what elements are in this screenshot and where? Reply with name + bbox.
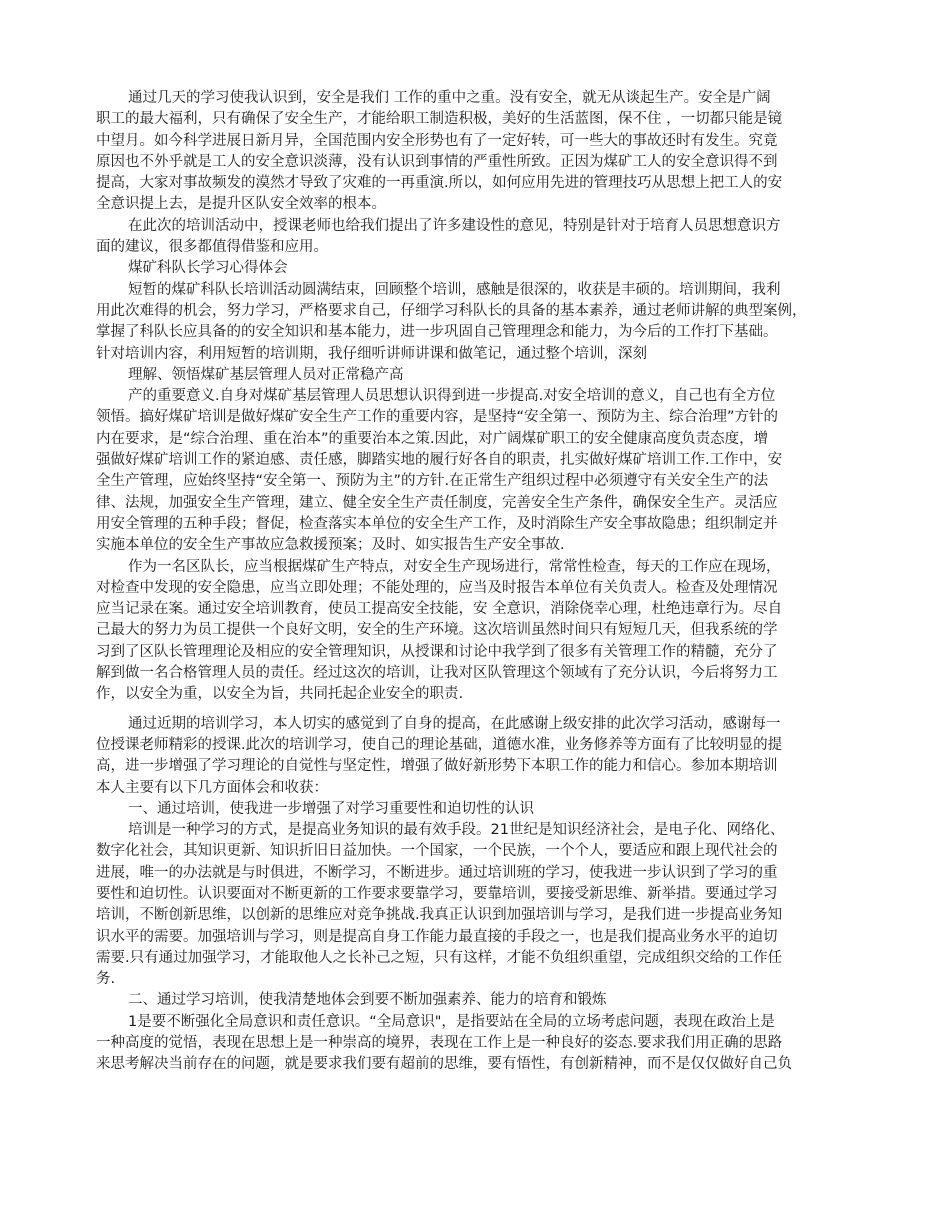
text-line: 强做好煤矿培训工作的紧迫感、责任感，脚踏实地的履行好各自的职责，扎实做好煤矿培训工作.工作中，安 [96, 452, 783, 469]
text-line: 务. [96, 971, 116, 988]
text-line: 作，以安全为重，以安全为旨，共同托起企业安全的职责. [96, 686, 464, 703]
text-line: 识水平的需要。加强培训与学习，则是提高自身工作能力最直接的手段之一，也是我们提高业务水平的迫切 [96, 928, 778, 945]
text-line: 位授课老师精彩的授课.此次的培训学习，使自己的理论基础，道德水准，业务修养等方面有了比较明显的提 [96, 736, 783, 753]
text-line: 全意识提上去，是提升区队安全效率的根本。 [96, 196, 386, 213]
text-line: 领悟。搞好煤矿培训是做好煤矿安全生产工作的重要内容，是坚持“安全第一、预防为主、综合治理”方针的 [96, 409, 779, 426]
text-line: 掌握了科队长应具备的的安全知识和基本能力，进一步巩固自己管理理念和能力，为今后的工作打下基础。 [96, 324, 778, 341]
text-line: 高，进一步增强了学习理论的自觉性与坚定性，增强了做好新形势下本职工作的能力和信心。参加本期培训 [96, 758, 778, 775]
text-line: 针对培训内容，利用短暂的培训期，我仔细听讲师讲课和做笔记，通过整个培训，深刻 [96, 345, 647, 362]
text-line: 通过近期的培训学习，本人切实的感觉到了自身的提高，在此感谢上级安排的此次学习活动，感谢每一 [128, 715, 781, 732]
text-line: 用此次难得的机会，努力学习，严格要求自己，仔细学习科队长的具备的基本素养，通过老师讲解的典型案例， [96, 302, 807, 319]
text-line: 培训是一种学习的方式，是提高业务知识的最有效手段。21世纪是知识经济社会，是电子化、网络化、 [128, 822, 785, 839]
text-line: 数字化社会，其知识更新、知识折旧日益加快。一个国家，一个民族，一个个人，要适应和跟上现代社会的 [96, 843, 778, 860]
text-line: 面的建议，很多都值得借鉴和应用。 [96, 239, 328, 256]
text-line: 一种高度的觉悟，表现在思想上是一种崇高的境界，表现在工作上是一种良好的姿态.要求我们用正确的思路 [96, 1035, 783, 1052]
text-line: 本人主要有以下几方面体会和收获： [96, 779, 328, 796]
text-line: 二、通过学习培训，使我清楚地体会到要不断加强素养、能力的培育和锻炼 [128, 992, 607, 1009]
text-line: 中望月。如今科学进展日新月异，全国范围内安全形势也有了一定好转，可一些大的事故还时有发生。究竟 [96, 132, 778, 149]
paragraph-gap [96, 706, 860, 714]
text-line: 在此次的培训活动中，授课老师也给我们提出了许多建设性的意见，特别是针对于培育人员思想意识方 [128, 217, 781, 234]
text-line: 通过几天的学习使我认识到，安全是我们 工作的重中之重。没有安全，就无从谈起生产。安全是广阔 [128, 90, 771, 106]
text-line: 进展，唯一的办法就是与时俱进，不断学习，不断进步。通过培训班的学习，使我进一步认识到了学习的重 [96, 864, 778, 881]
text-line: 提高，大家对事故频发的漠然才导致了灾难的一再重演.所以，如何应用先进的管理技巧从思想上把工人的安 [96, 175, 783, 192]
text-line: 原因也不外乎就是工人的安全意识淡薄，没有认识到事情的严重性所致。正因为煤矿工人的安全意识得不到 [96, 153, 778, 170]
text-line: 产的重要意义.自身对煤矿基层管理人员思想认识得到进一步提高.对安全培训的意义，自己也有全方位 [128, 388, 776, 405]
text-line: 对检查中发现的安全隐患，应当立即处理；不能处理的，应当及时报告本单位有关负责人。检查及处理情况 [96, 579, 778, 596]
text-line: 用安全管理的五种手段；督促，检查落实本单位的安全生产工作，及时消除生产安全事故隐患；组织制定并 [96, 515, 778, 532]
text-line: 短暂的煤矿科队长培训活动圆满结束，回顾整个培训，感触是很深的，收获是丰硕的。培训期间，我利 [128, 281, 781, 298]
text-line: 需要.只有通过加强学习，才能取他人之长补己之短，只有这样，才能不负组织重望，完成组织交给的工作任 [96, 949, 783, 966]
text-line: 理解、领悟煤矿基层管理人员对正常稳产高 [128, 366, 404, 383]
text-line: 己最大的努力为员工提供一个良好文明，安全的生产环境。这次培训虽然时间只有短短几天，但我系统的学 [96, 622, 778, 639]
text-line: 习到了区队长管理理论及相应的安全管理知识，从授课和讨论中我学到了很多有关管理工作的精髓，充分了 [96, 643, 778, 660]
text-line: 实施本单位的安全生产事故应急救援预案；及时、如实报告生产安全事故. [96, 537, 565, 554]
text-line: 培训，不断创新思维，以创新的思维应对竞争挑战.我真正认识到加强培训与学习，是我们进一步提高业务知 [96, 907, 783, 924]
text-line: 全生产管理，应始终坚持“安全第一、预防为主”的方针.在正常生产组织过程中必须遵守有关安全生产的法 [96, 473, 769, 490]
text-line: 作为一名区队长，应当根据煤矿生产特点，对安全生产现场进行，常常性检查，每天的工作应在现场， [128, 558, 781, 575]
text-line: 职工的最大福利，只有确保了安全生产，才能给职工制造积极，美好的生活蓝图，保不住 ，一切都只能是镜 [96, 111, 783, 128]
text-line: 律、法规，加强安全生产管理，建立、健全安全生产责任制度，完善安全生产条件，确保安全生产。灵活应 [96, 494, 778, 511]
text-line: 要性和迫切性。认识要面对不断更新的工作要求要靠学习，要靠培训，要接受新思维、新举措。要通过学习 [96, 885, 778, 902]
text-line: 解到做一名合格管理人员的责任。经过这次的培训，让我对区队管理这个领域有了充分认识，今后将努力工 [96, 665, 778, 682]
text-line: 来思考解决当前存在的问题，就是要求我们要有超前的思维，要有悟性，有创新精神，而不是仅仅做好自己负 [96, 1056, 792, 1073]
text-line: 应当记录在案。通过安全培训教育，使员工提高安全技能，安 全意识，消除侥幸心理，杜绝违章行为。尽自 [96, 601, 783, 618]
text-line: 一、通过培训，使我进一步增强了对学习重要性和迫切性的认识 [128, 800, 534, 817]
text-line: 内在要求，是“综合治理、重在治本”的重要治本之策.因此，对广阔煤矿职工的安全健康高度负责态度，增 [96, 430, 769, 447]
text-line: 1是要不断强化全局意识和责任意识。“全局意识"，是指要站在全局的立场考虑问题，表现在政治上是 [128, 1013, 775, 1030]
text-line: 煤矿科队长学习心得体会 [128, 260, 288, 277]
document-body [96, 88, 860, 1076]
